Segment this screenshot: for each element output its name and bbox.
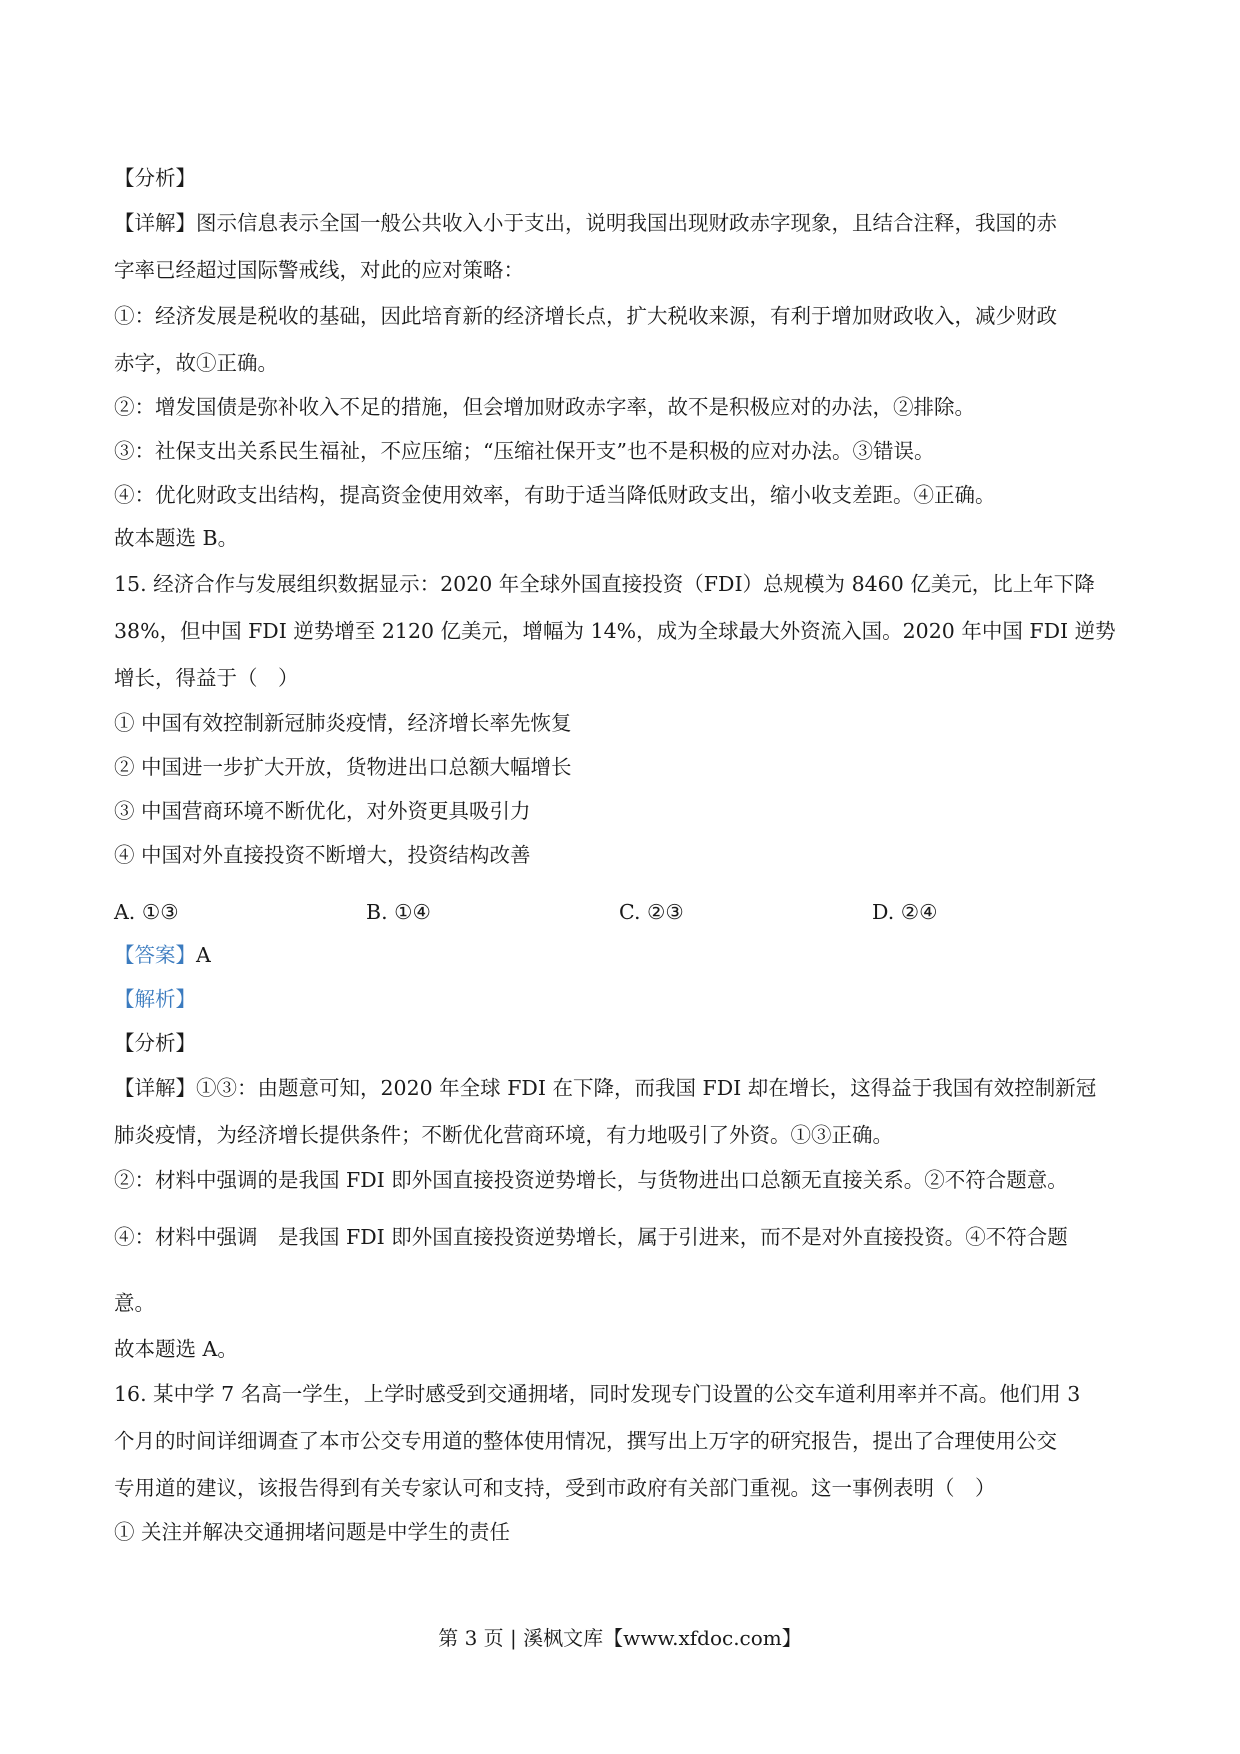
conclusion: 故本题选 B。 (114, 526, 239, 550)
analysis-label: 【分析】 (114, 166, 196, 190)
answer-options (114, 898, 1134, 926)
question-stem: 16. 某中学 7 名高一学生，上学时感受到交通拥堵，同时发现专门设置的公交车道利用率并不高。他们用 3 (114, 1382, 1081, 1406)
answer-value: A (196, 943, 211, 967)
question-stem: 增长，得益于（ ） (114, 666, 299, 690)
question-stem: 专用道的建议，该报告得到有关专家认可和支持，受到市政府有关部门重视。这一事例表明（ ） (114, 1476, 996, 1500)
option-a: A. ①③ (114, 900, 179, 924)
answer-line (114, 941, 1134, 969)
option-d: D. ②④ (872, 900, 938, 924)
solution-label: 【解析】 (114, 987, 196, 1011)
explanation-point: ②：增发国债是弥补收入不足的措施，但会增加财政赤字率，故不是积极应对的办法，②排除。 (114, 395, 975, 419)
conclusion: 故本题选 A。 (114, 1337, 238, 1361)
statement-item: ③ 中国营商环境不断优化，对外资更具吸引力 (114, 799, 531, 823)
question-stem: 15. 经济合作与发展组织数据显示：2020 年全球外国直接投资（FDI）总规模为 8460 亿美元，比上年下降 (114, 572, 1095, 596)
explanation-line: 肺炎疫情，为经济增长提供条件；不断优化营商环境，有力地吸引了外资。①③正确。 (114, 1123, 893, 1147)
analysis-label: 【分析】 (114, 1031, 196, 1055)
explanation-point: ④：材料中强调 是我国 FDI 即外国直接投资逆势增长，属于引进来，而不是对外直接投资。④不符合题 (114, 1225, 1068, 1249)
question-stem: 个月的时间详细调查了本市公交专用道的整体使用情况，撰写出上万字的研究报告，提出了合理使用公交 (114, 1429, 1057, 1453)
explanation-point: 意。 (114, 1291, 155, 1315)
explanation-point: ④：优化财政支出结构，提高资金使用效率，有助于适当降低财政支出，缩小收支差距。④正确。 (114, 483, 996, 507)
explanation-point: 赤字，故①正确。 (114, 351, 278, 375)
explanation-point: ①：经济发展是税收的基础，因此培育新的经济增长点，扩大税收来源，有利于增加财政收入，减少财政 (114, 304, 1057, 328)
page-footer: 第 3 页 | 溪枫文库【www.xfdoc.com】 (438, 1626, 802, 1650)
option-c: C. ②③ (619, 900, 684, 924)
answer-label: 【答案】 (114, 943, 196, 967)
question-stem: 38%，但中国 FDI 逆势增至 2120 亿美元，增幅为 14%，成为全球最大外资流入国。2020 年中国 FDI 逆势 (114, 619, 1116, 643)
statement-item: ② 中国进一步扩大开放，货物进出口总额大幅增长 (114, 755, 572, 779)
statement-item: ① 中国有效控制新冠肺炎疫情，经济增长率先恢复 (114, 711, 572, 735)
explanation-point: ②：材料中强调的是我国 FDI 即外国直接投资逆势增长，与货物进出口总额无直接关系。②不符合题意。 (114, 1168, 1068, 1192)
explanation-line: 【详解】①③：由题意可知，2020 年全球 FDI 在下降，而我国 FDI 却在增长，这得益于我国有效控制新冠 (114, 1076, 1097, 1100)
statement-item: ① 关注并解决交通拥堵问题是中学生的责任 (114, 1520, 511, 1544)
explanation-line: 字率已经超过国际警戒线，对此的应对策略： (114, 258, 524, 282)
statement-item: ④ 中国对外直接投资不断增大，投资结构改善 (114, 843, 531, 867)
explanation-point: ③：社保支出关系民生福祉，不应压缩；“压缩社保开支”也不是积极的应对办法。③错误。 (114, 439, 935, 463)
option-b: B. ①④ (366, 900, 431, 924)
explanation-line: 【详解】图示信息表示全国一般公共收入小于支出，说明我国出现财政赤字现象，且结合注释，我国的赤 (114, 211, 1057, 235)
